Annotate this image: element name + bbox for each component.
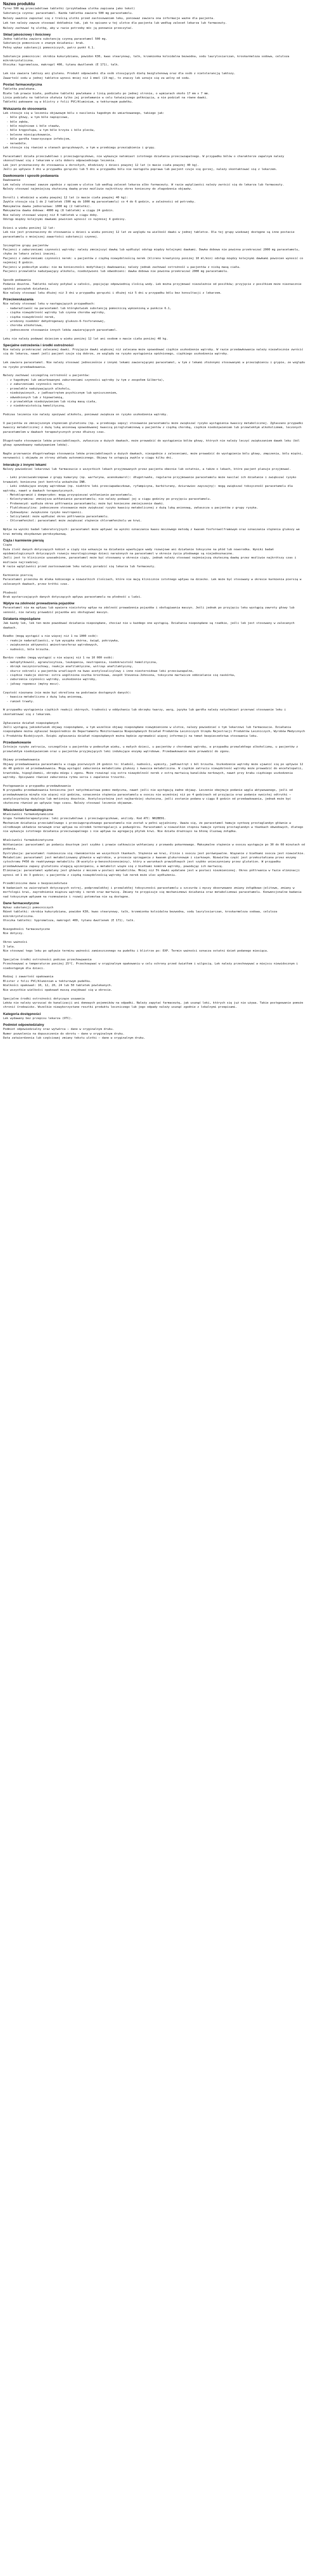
section-driving: [3, 601, 306, 615]
section-availability: [3, 1012, 306, 1021]
section-pharmaceutical-data: [3, 901, 306, 1010]
intro-block: [3, 7, 306, 30]
section-form: [3, 82, 306, 105]
section-heading: Działania niepożądane: [3, 617, 41, 621]
section-marketing-holder: [3, 1023, 306, 1040]
section-heading: Specjalne ostrzeżenia i środki ostrożności: [3, 344, 74, 348]
section-pharmacology: [3, 808, 306, 899]
section-body: Ciąża Duża ilość danych dotyczących kobiet w ciąży nie wskazuje na działanie wywołujące wady rozwojowe ani działanie toksyczne na płód lub noworodka. Wyniki badań epidemiologicznych dotyczących rozwoju neurologicznego dzieci narażonych na paracetamol w okresie życia płodowego są niejednoznaczne. Jeśli jest to klinicznie uzasadnione, paracetamol może być stosowany w okresie ciąży, jednak należy stosować najmniejszą skuteczną dawkę przez możliwie najkrótszy czas i możliwie najrzadziej. W razie wątpliwości przed zastosowaniem leku należy poradzić się lekarza lub farmaceuty. Karmienie piersią Paracetamol przenika do mleka kobiecego w niewielkich ilościach, które nie mają klinicznie istotnego wpływu na dziecko. Lek może być stosowany w okresie karmienia piersią w zalecanych dawkach, przez krótki czas. Płodność Brak wystarczających danych dotyczących wpływu paracetamolu na płodność u ludzi.: [3, 544, 302, 599]
section-composition: [3, 32, 306, 80]
section-indications: [3, 107, 306, 172]
section-overdose: [3, 740, 306, 806]
section-heading: Dawkowanie i sposób podawania: [3, 174, 59, 178]
section-interactions: [3, 463, 306, 537]
section-body: Nie należy przekraczać zalecanej dawki. Przyjęcie dawki większej niż zalecana może spowodować ciężkie uszkodzenie wątroby. W razie przedawkowania należy niezwłocznie zwrócić się do lekarza, nawet jeśli pacjent czuje się dobrze, ze względu na ryzyko wystąpienia opóźnionego, ciężkiego uszkodzenia wątroby. Lek zawiera paracetamol. Nie należy stosować jednocześnie z innymi lekami zawierającymi paracetamol, w tym z lekami złożonymi stosowanymi w przeziębieniu i grypie, ze względu na ryzyko przedawkowania. Należy zachować szczególną ostrożność u pacjentów: - z łagodnymi lub umiarkowanymi zaburzeniami czynności wątroby (w tym z zespołem Gilberta), - z zaburzeniami czynności nerek, - przewlekle nadużywających alkoholu, - niedożywionych, z jadłowstrętem psychicznym lub wyniszczeniem, - odwodnionych lub z hipowolemią, - z przewlekłym niedożywieniem lub niską masą ciała, - z niedokrwistością hemolityczną. Podczas leczenia nie należy spożywać alkoholu, ponieważ zwiększa on ryzyko uszkodzenia wątroby. U pacjentów ze zmniejszonym stężeniem glutationu (np. w przebiegu sepsy) stosowanie paracetamolu może zwiększać ryzyko wystąpienia kwasicy metabolicznej. Zgłaszano przypadki kwasicy metabolicznej z dużą luką anionową spowodowanej kwasicą piroglutaminową u pacjentów z ciężką chorobą, ciężkim niedożywieniem lub przewlekłym alkoholizmem, leczonych paracetamolem w dawkach terapeutycznych przez dłuższy czas. Długotrwałe stosowanie leków przeciwbólowych, zwłaszcza w dużych dawkach, może prowadzić do wystąpienia bólów głowy, których nie należy leczyć zwiększaniem dawek leku (ból głowy spowodowany nadużywaniem leków). Nagłe przerwanie długotrwałego stosowania leków przeciwbólowych w dużych dawkach, niezgodnie z zaleceniami, może prowadzić do wystąpienia bólu głowy, zmęczenia, bólu mięśni, nerwowości i objawów ze strony układu autonomicznego. Objawy te ustępują zwykle w ciągu kilku dni.: [3, 348, 305, 460]
section-body: Paracetamol nie ma wpływu lub wywiera nieistotny wpływ na zdolność prowadzenia pojazdów i obsługiwania maszyn. Jeśli jednak po przyjęciu leku wystąpią zawroty głowy lub senność, nie należy prowadzić pojazdów ani obsługiwać maszyn.: [3, 606, 297, 614]
section-body: Tabletka powlekana. Białe lub prawie białe, podłużne tabletki powlekane z linią podziału po jednej stronie, o wymiarach około 17 mm x 7 mm. Linia podziału na tabletce ułatwia tylko jej przełamanie w celu łatwiejszego połknięcia, a nie podział na równe dawki. Tabletki pakowane są w blistry z folii PVC/Aluminium, w tekturowym pudełku.: [3, 88, 210, 104]
section-body: Wykaz substancji pomocniczych Rdzeń tabletki: skrobia kukurydziana, powidon K30, kwas stearynowy, talk, krzemionka koloidalna bezwodna, sodu laurylosiarczan, kroskarmeloza sodowa, celuloza mikrokrystaliczna. Otoczka tabletki: hypromeloza, makrogol 400, tytanu dwutlenek (E 171), talk. Niezgodności farmaceutyczne Nie dotyczy. Okres ważności 3 lata. Nie stosować tego leku po upływie terminu ważności zamieszczonego na pudełku i blistrze po: EXP. Termin ważności oznacza ostatni dzień podanego miesiąca. Specjalne środki ostrożności podczas przechowywania Przechowywać w temperaturze poniżej 25°C. Przechowywać w oryginalnym opakowaniu w celu ochrony przed światłem i wilgocią. Lek należy przechowywać w miejscu niewidocznym i niedostępnym dla dzieci. Rodzaj i zawartość opakowania Blister z folii PVC/Aluminium w tekturowym pudełku. Wielkości opakowań: 10, 12, 20, 24 lub 50 tabletek powlekanych. Nie wszystkie wielkości opakowań muszą znajdować się w obrocie. Specjalne środki ostrożności dotyczące usuwania Leków nie należy wyrzucać do kanalizacji ani domowych pojemników na odpadki. Należy zapytać farmaceutę, jak usunąć leki, których się już nie używa. Takie postępowanie pomoże chronić środowisko. Wszelkie niewykorzystane resztki produktu leczniczego lub jego odpady należy usunąć zgodnie z lokalnymi przepisami.: [3, 906, 303, 1009]
intro-paragraph: Lek ten należy zawsze stosować dokładnie tak, jak to opisano w tej ulotce dla pacjenta lub według zaleceń lekarza lub farmaceuty.: [3, 22, 227, 25]
intro-paragraph: Należy uważnie zapoznać się z treścią ulotki przed zastosowaniem leku, ponieważ zawiera ona informacje ważne dla pacjenta.: [3, 16, 215, 20]
page-title: Nazwa produktu: [3, 2, 35, 6]
section-body: Jedna tabletka zawiera substancję czynną paracetamol 500 mg. Substancje pomocnicze o znanym działaniu: brak. Pełny wykaz substancji pomocniczych, patrz punkt 6.1. Substancje pomocnicze: skrobia kukurydziana, powidon K30, kwas stearynowy, talk, krzemionka koloidalna bezwodna, sodu laurylosiarczan, kroskarmeloza sodowa, celuloza mikrokrystaliczna. Otoczka: hypromeloza, makrogol 400, tytanu dwutlenek (E 171), talk. Lek nie zawiera laktozy ani glutenu. Produkt odpowiedni dla osób stosujących dietę bezglutenową oraz dla osób z nietolerancją laktozy. Zawartość sodu w jednej tabletce wynosi mniej niż 1 mmol (23 mg), to znaczy lek uznaje się za wolny od sodu.: [3, 38, 289, 80]
section-body: Lek wydawany bez przepisu lekarza (OTC).: [3, 1016, 73, 1020]
section-heading: Dane farmaceutyczne: [3, 901, 39, 905]
section-body: Nie należy stosować leku w następujących przypadkach: - nadwrażliwość na paracetamol lub którąkolwiek substancję pomocniczą wymienioną w punkcie 6.1, - ciężka niewydolność wątroby lub czynna choroba wątroby, - ciężka niewydolność nerek, - wrodzony niedobór dehydrogenazy glukozo-6-fosforanowej, - choroba alkoholowa, - jednoczesne stosowanie innych leków zawierających paracetamol. Leku nie należy podawać dzieciom w wieku poniżej 12 lat ani osobom o masie ciała poniżej 40 kg.: [3, 302, 171, 341]
section-warnings: [3, 343, 306, 461]
section-heading: Kategoria dostępności: [3, 1012, 41, 1016]
section-heading: Przeciwwskazania: [3, 298, 33, 302]
section-heading: Ciąża i karmienie piersią: [3, 539, 44, 543]
section-body: Dawkowanie Lek należy stosować zawsze zgodnie z opisem w ulotce lub według zaleceń lekarza albo farmaceuty. W razie wątpliwości należy zwrócić się do lekarza lub farmaceuty. Należy stosować najmniejszą skuteczną dawkę przez możliwie najkrótszy okres konieczny do złagodzenia objawów. Dorośli i młodzież w wieku powyżej 12 lat (o masie ciała powyżej 40 kg): Zwykle stosuje się 1 do 2 tabletek (500 mg do 1000 mg paracetamolu) co 4 do 6 godzin, w zależności od potrzeby. Maksymalna dawka jednorazowa: 1000 mg (2 tabletki). Maksymalna dawka dobowa: 4000 mg (8 tabletek) w ciągu 24 godzin. Nie należy stosować więcej niż 8 tabletek w ciągu doby. Odstęp między kolejnymi dawkami powinien wynosić co najmniej 4 godziny. Dzieci w wieku poniżej 12 lat: Lek nie jest przeznaczony do stosowania u dzieci w wieku poniżej 12 lat ze względu na wielkość dawki w jednej tabletce. Dla tej grupy wiekowej dostępne są inne postacie paracetamolu o mniejszej zawartości substancji czynnej. Szczególne grupy pacjentów Pacjenci z zaburzeniami czynności wątroby: należy zmniejszyć dawkę lub wydłużyć odstęp między kolejnymi dawkami. Dawka dobowa nie powinna przekraczać 2000 mg paracetamolu, chyba że lekarz zaleci inaczej. Pacjenci z zaburzeniami czynności nerek: u pacjentów z ciężką niewydolnością nerek (klirens kreatyniny poniżej 10 ml/min) odstęp między kolejnymi dawkami powinien wynosić co najmniej 8 godzin. Pacjenci w podeszłym wieku: nie ma konieczności modyfikacji dawkowania; należy jednak zachować ostrożność u pacjentów z niską masą ciała. Pacjenci przewlekle nadużywający alkoholu, niedożywieni lub odwodnieni: dawka dobowa nie powinna przekraczać 2000 mg paracetamolu. Sposób podawania Podanie doustne. Tabletki należy połykać w całości, popijając odpowiednią ilością wody. Lek można przyjmować niezależnie od posiłków; przyjęcie z posiłkiem może nieznacznie opóźnić początek działania. Nie należy stosować leku dłużej niż 3 dni w przypadku gorączki i dłużej niż 5 dni w przypadku bólu bez konsultacji z lekarzem.: [3, 179, 303, 295]
section-body: Jak każdy lek, lek ten może powodować działania niepożądane, chociaż nie u każdego one wystąpią. Działania niepożądane są rzadkie, jeśli lek jest stosowany w zalecanych dawkach. Rzadko (mogą wystąpić u nie więcej niż 1 na 1000 osób): - reakcje nadwrażliwości, w tym wysypka skórna, świąd, pokrzywka, - zwiększenie aktywności aminotransferaz wątrobowych, - nudności, bóle brzucha. Bardzo rzadko (mogą wystąpić u nie więcej niż 1 na 10 000 osób): - małopłytkowość, agranulocytoza, leukopenia, neutropenia, niedokrwistość hemolityczna, - obrzęk naczynioruchowy, reakcje anafilaktyczne, wstrząs anafilaktyczny, - skurcz oskrzeli u pacjentów wrażliwych na kwas acetylosalicylowy i inne niesteroidowe leki przeciwzapalne, - ciężkie reakcje skórne: ostra uogólniona osutka krostkowa, zespół Stevensa-Johnsona, toksyczne martwicze oddzielanie się naskórka, - zaburzenia czynności wątroby, uszkodzenie wątroby, - jałowy ropomocz (mętny mocz). Częstość nieznana (nie może być określona na podstawie dostępnych danych): - kwasica metaboliczna z dużą luką anionową, - rumień trwały. W przypadku wystąpienia ciężkich reakcji skórnych, trudności w oddychaniu lub obrzęku twarzy, warg, języka lub gardła należy natychmiast przerwać stosowanie leku i skontaktować się z lekarzem. Zgłaszanie działań niepożądanych Jeśli wystąpią jakiekolwiek objawy niepożądane, w tym wszelkie objawy niepożądane niewymienione w ulotce, należy powiedzieć o tym lekarzowi lub farmaceucie. Działania niepożądane można zgłaszać bezpośrednio do Departamentu Monitorowania Niepożądanych Działań Produktów Leczniczych Urzędu Rejestracji Produktów Leczniczych, Wyrobów Medycznych i Produktów Biobójczych. Dzięki zgłaszaniu działań niepożądanych można będzie zgromadzić więcej informacji na temat bezpieczeństwa stosowania leku.: [3, 622, 305, 738]
intro-paragraph: Substancja czynna: paracetamol. Każda tabletka zawiera 500 mg paracetamolu.: [3, 12, 133, 15]
section-heading: Podmiot odpowiedzialny: [3, 1023, 44, 1027]
section-body: Podmiot odpowiedzialny oraz wytwórca — dane w oryginalnym druku. Numer pozwolenia na dopuszczenie do obrotu — dane w oryginalnym druku. Data zatwierdzenia lub częściowej zmiany tekstu ulotki — dane w oryginalnym druku.: [3, 1028, 146, 1040]
intro-paragraph: Należy zachować tę ulotkę, aby w razie potrzeby móc ją ponownie przeczytać.: [3, 26, 133, 30]
section-heading: Postać farmaceutyczna: [3, 83, 42, 87]
section-side-effects: [3, 617, 306, 738]
section-contraindications: [3, 297, 306, 341]
section-heading: Skład jakościowy i ilościowy: [3, 33, 51, 37]
section-heading: Wskazania do stosowania: [3, 107, 46, 111]
section-body: Lek stosuje się w leczeniu objawowym bólu o nasileniu łagodnym do umiarkowanego, takiego jak: - bóle głowy, w tym bóle napięciowe, - bóle zębów, - bóle mięśniowe i bóle stawów, - bóle kręgosłupa, w tym bóle krzyża i bóle pleców, - bolesne miesiączkowanie, - bóle gardła towarzyszące infekcjom, - nerwobóle. Lek stosuje się również w stanach gorączkowych, w tym w przebiegu przeziębienia i grypy. Paracetamol działa przeciwbólowo i przeciwgorączkowo, nie wykazuje natomiast istotnego działania przeciwzapalnego. W przypadku bólów o charakterze zapalnym należy skonsultować się z lekarzem w celu doboru odpowiedniego leczenia. Lek jest przeznaczony do stosowania u dorosłych, młodzieży i dzieci powyżej 12 lat (o masie ciała powyżej 40 kg). Jeśli po upływie 3 dni w przypadku gorączki lub 5 dni w przypadku bólu nie nastąpiła poprawa lub pacjent czuje się gorzej, należy skontaktować się z lekarzem.: [3, 111, 284, 171]
section-heading: Przedawkowanie: [3, 741, 31, 745]
section-pregnancy: [3, 538, 306, 599]
section-body: Właściwości farmakodynamiczne Grupa farmakoterapeutyczna: leki przeciwbólowe i przeciwgorączkowe, anilidy. Kod ATC: N02BE01. Mechanizm działania przeciwbólowego i przeciwgorączkowego paracetamolu nie został w pełni wyjaśniony. Uważa się, że paracetamol hamuje syntezę prostaglandyn głównie w ośrodkowym układzie nerwowym oraz wpływa na ośrodek termoregulacji w podwzgórzu. Paracetamol w niewielkim stopniu hamuje syntezę prostaglandyn w tkankach obwodowych, dlatego nie wykazuje istotnego działania przeciwzapalnego i nie wpływa na agregację płytek krwi. Nie działa drażniąco na błonę śluzową żołądka. Właściwości farmakokinetyczne Wchłanianie: paracetamol po podaniu doustnym jest szybko i prawie całkowicie wchłaniany z przewodu pokarmowego. Maksymalne stężenie w osoczu występuje po 30 do 60 minutach od podania. Dystrybucja: paracetamol rozmieszcza się równomiernie we wszystkich tkankach. Stężenie we krwi, ślinie i osoczu jest porównywalne. Wiązanie z białkami osocza jest niewielkie. Metabolizm: paracetamol jest metabolizowany głównie w wątrobie, w procesie sprzęgania z kwasem glukuronowym i siarkowym. Niewielka część jest przekształcana przez enzymy cytochromu P450 do reaktywnego metabolitu (N-acetylo-p-benzochinonoiminy), który w warunkach prawidłowych jest szybko unieczynniany przez glutation. W przypadku przedawkowania zapasy glutationu ulegają wyczerpaniu, a metabolit wiąże się z białkami komórek wątroby, powodując ich martwicę. Eliminacja: paracetamol wydalany jest głównie z moczem w postaci metabolitów. Mniej niż 5% dawki wydalane jest w postaci niezmienionej. Okres półtrwania w fazie eliminacji wynosi od 1 do 3 godzin; u pacjentów z ciężką niewydolnością wątroby lub nerek może ulec wydłużeniu. Przedkliniczne dane o bezpieczeństwie W badaniach na zwierzętach dotyczących ostrej, podprzewlekłej i przewlekłej toksyczności paracetamolu u szczurów i myszy obserwowano zmiany żołądkowo-jelitowe, zmiany w morfologii krwi, zwyrodnienie miąższu wątroby i nerek oraz martwicę. Zmiany te przypisuje się mechanizmowi działania oraz metabolizmowi paracetamolu. Konwencjonalne badania nad toksycznym wpływem na rozmnażanie i rozwój potomstwa nie są dostępne.: [3, 812, 305, 899]
section-dosage: [3, 174, 306, 295]
section-heading: Wpływ na zdolność prowadzenia pojazdów: [3, 602, 75, 606]
intro-paragraph: Tyrez 500 mg przeciwbólowe tabletki (przykładowa ulotka zapisana jako tekst): [3, 7, 135, 10]
section-heading: Właściwości farmakologiczne: [3, 808, 53, 812]
section-heading: Interakcje z innymi lekami: [3, 463, 46, 467]
section-body: Należy powiedzieć lekarzowi lub farmaceucie o wszystkich lekach przyjmowanych przez pacjenta obecnie lub ostatnio, a także o lekach, które pacjent planuje przyjmować. - Leki przeciwzakrzepowe z grupy kumaryny (np. warfaryna, acenokumarol): długotrwałe, regularne przyjmowanie paracetamolu może nasilać ich działanie i zwiększać ryzyko krwawień; konieczna jest kontrola wskaźnika INR. - Leki indukujące enzymy wątrobowe (np. niektóre leki przeciwpadaczkowe, ryfampicyna, barbiturany, dziurawiec zwyczajny): mogą zwiększać toksyczność paracetamolu dla wątroby, nawet w dawkach terapeutycznych. - Metoklopramid i domperydon: mogą przyspieszać wchłanianie paracetamolu. - Kolestyramina: zmniejsza wchłanianie paracetamolu; nie należy podawać jej w ciągu godziny po przyjęciu paracetamolu. - Probenecyd: wydłuża okres półtrwania paracetamolu; może być konieczne zmniejszenie dawki. - Flukloksacylina: jednoczesne stosowanie może zwiększać ryzyko kwasicy metabolicznej z dużą luką anionową, zwłaszcza u pacjentów z grupy ryzyka. - Zydowudyna: zwiększone ryzyko neutropenii. - Salicylamid: może wydłużać okres półtrwania paracetamolu. - Chloramfenikol: paracetamol może zwiększać stężenie chloramfenikolu we krwi. Wpływ na wyniki badań laboratoryjnych: paracetamol może wpływać na wyniki oznaczania kwasu moczowego metodą z kwasem fosforowolframowym oraz oznaczania stężenia glukozy we krwi metodą oksydazowo-peroksydazową.: [3, 467, 300, 536]
section-body: Istnieje ryzyko zatrucia, szczególnie u pacjentów w podeszłym wieku, u małych dzieci, u pacjentów z chorobami wątroby, w przypadku przewlekłego alkoholizmu, u pacjentów z przewlekłym niedożywieniem oraz u pacjentów przyjmujących leki indukujące enzymy wątrobowe. Przedawkowanie może prowadzić do zgonu. Objawy przedawkowania Objawy przedawkowania paracetamolu w ciągu pierwszych 24 godzin to: bladość, nudności, wymioty, jadłowstręt i ból brzucha. Uszkodzenie wątroby może ujawnić się po upływie 12 do 48 godzin od przedawkowania. Mogą wystąpić zaburzenia metabolizmu glukozy i kwasica metaboliczna. W ciężkim zatruciu niewydolność wątroby może prowadzić do encefalopatii, krwotoków, hipoglikemii, obrzęku mózgu i zgonu. Może rozwinąć się ostra niewydolność nerek z ostrą martwicą kanalików nerkowych, nawet przy braku ciężkiego uszkodzenia wątroby. Opisywano również zaburzenia rytmu serca i zapalenie trzustki. Postępowanie w przypadku przedawkowania W przypadku przedawkowania konieczna jest natychmiastowa pomoc medyczna, nawet jeśli nie występują żadne objawy. Leczenie obejmuje podanie węgla aktywowanego, jeśli od przedawkowania minęła nie więcej niż godzina, oznaczenie stężenia paracetamolu w osoczu nie wcześniej niż po 4 godzinach od przyjęcia oraz podanie swoistej odtrutki — acetylocysteiny dożylnie lub metioniny doustnie. Acetylocysteina jest najbardziej skuteczna, jeśli zostanie podana w ciągu 8 godzin od przedawkowania, jednak może być skuteczna również po upływie tego czasu. Należy stosować leczenie objawowe.: [3, 745, 303, 805]
